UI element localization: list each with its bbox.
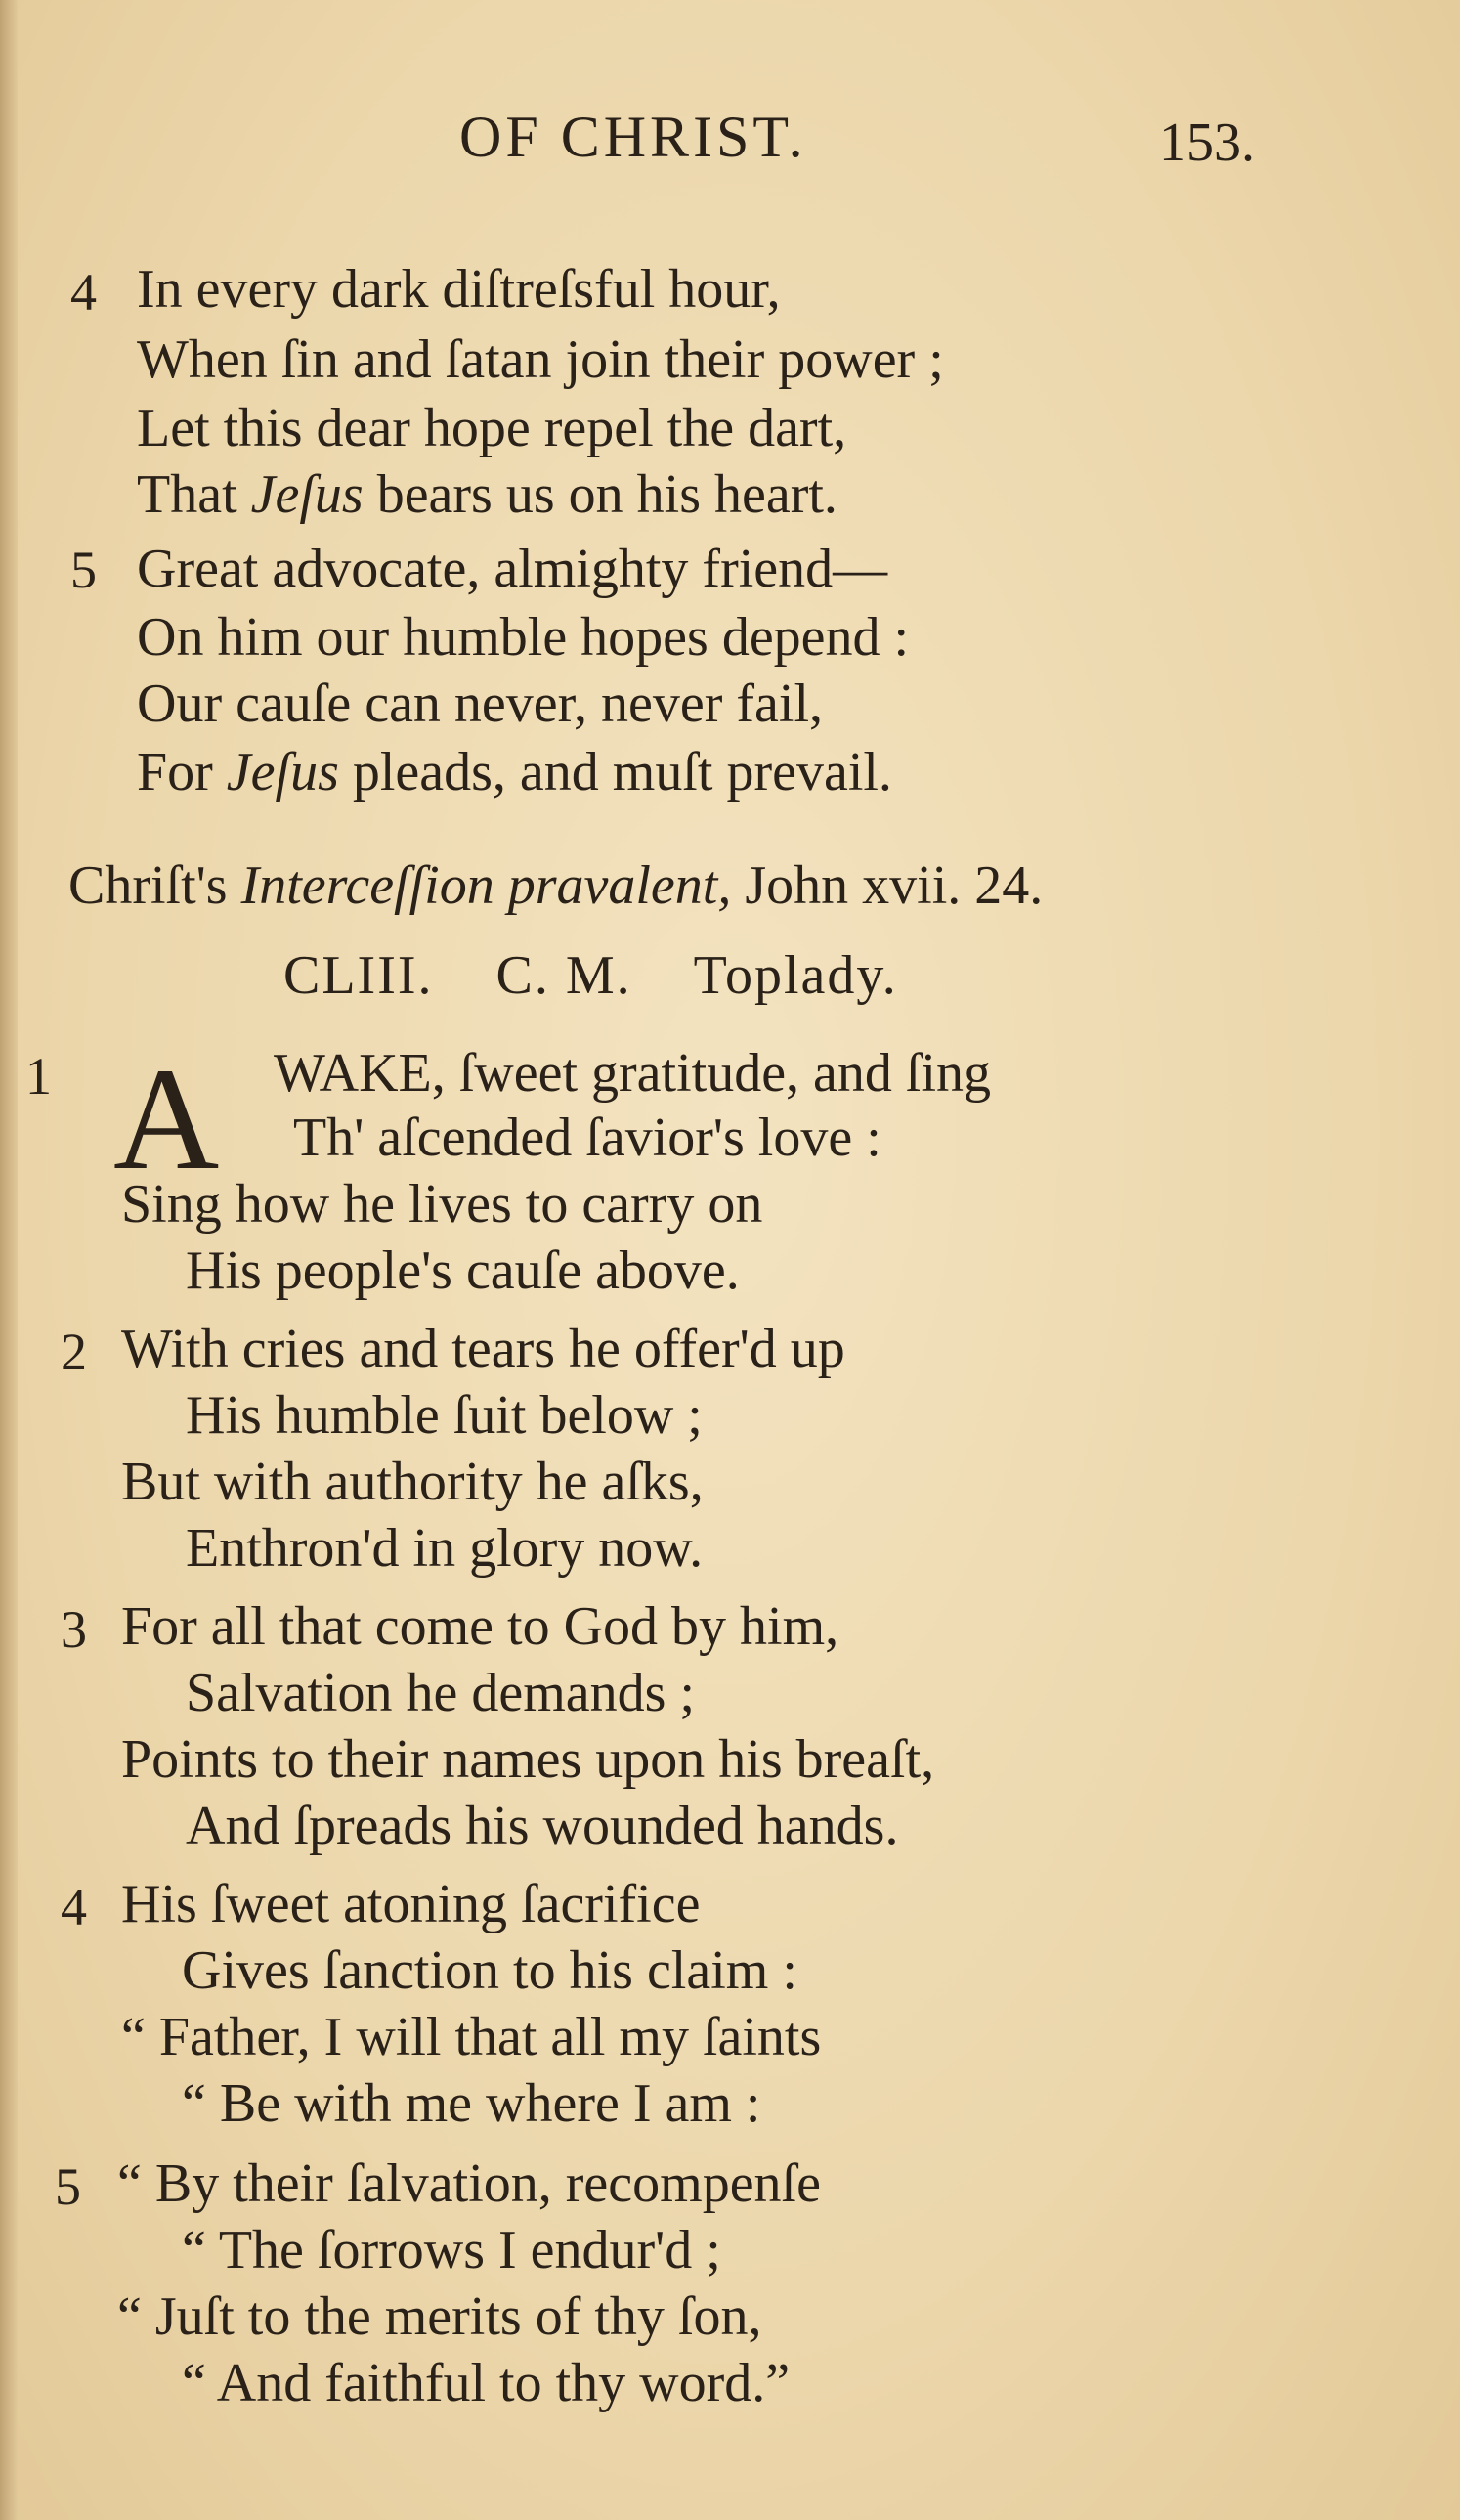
verse-line: “ Be with me where I am : xyxy=(182,2073,761,2134)
italic-name: Jeſus xyxy=(250,464,364,525)
hymn-heading xyxy=(283,945,898,1006)
hymn-author: Toplady. xyxy=(693,945,898,1006)
verse-line: And ſpreads his wounded hands. xyxy=(186,1796,899,1856)
verse-line: “ Father, I will that all my ſaints xyxy=(121,2007,822,2067)
verse-line: Salvation he demands ; xyxy=(186,1663,696,1723)
verse-line: “ Juſt to the merits of thy ſon, xyxy=(117,2286,762,2347)
hymn-number: CLIII. xyxy=(283,945,434,1006)
hymn-scripture-ref: John xvii. 24. xyxy=(731,855,1044,916)
verse-line: With cries and tears he offer'd up xyxy=(121,1319,845,1379)
verse-line: Let this dear hope repel the dart, xyxy=(137,398,847,458)
verse-line: Enthron'd in glory now. xyxy=(186,1518,704,1579)
verse-line: On him our humble hopes depend : xyxy=(137,607,910,668)
hymn-title-italic: Interceſſion pravalent, xyxy=(240,855,732,916)
page-number: 153. xyxy=(1159,112,1255,173)
verse-line: Points to their names upon his breaſt, xyxy=(121,1729,935,1790)
verse-line: Great advocate, almighty friend— xyxy=(137,539,888,599)
hymn-title-prefix: Chriſt's xyxy=(68,855,241,916)
verse-line: His people's cauſe above. xyxy=(186,1240,740,1301)
stanza-number: 5 xyxy=(55,2157,81,2216)
verse-line: For all that come to God by him, xyxy=(121,1596,839,1657)
stanza-number: 4 xyxy=(70,263,97,322)
italic-name: Jeſus xyxy=(226,742,339,803)
verse-line: “ And faithful to thy word.” xyxy=(182,2353,791,2413)
stanza-number: 5 xyxy=(70,541,97,599)
verse-line: “ The ſorrows I endur'd ; xyxy=(182,2220,721,2281)
verse-line: His humble ſuit below ; xyxy=(186,1385,703,1446)
stanza-number: 1 xyxy=(25,1047,52,1106)
verse-line: “ By their ſalvation, recompenſe xyxy=(117,2153,821,2214)
stanza-number: 4 xyxy=(61,1878,87,1936)
hymn-title xyxy=(68,855,1044,916)
verse-line: WAKE, ſweet gratitude, and ſing xyxy=(274,1043,992,1104)
verse-line: For Jeſus pleads, and muſt prevail. xyxy=(137,742,892,803)
verse-line: When ſin and ſatan join their power ; xyxy=(137,329,944,390)
verse-line: In every dark diſtreſsful hour, xyxy=(137,259,781,320)
stanza-number: 3 xyxy=(61,1600,87,1659)
verse-line: Th' aſcended ſavior's love : xyxy=(293,1108,881,1168)
verse-line: That Jeſus bears us on his heart. xyxy=(137,464,837,525)
verse-line: His ſweet atoning ſacrifice xyxy=(121,1874,701,1934)
verse-line: But with authority he aſks, xyxy=(121,1452,704,1512)
running-head: OF CHRIST. xyxy=(459,105,807,169)
verse-line: Sing how he lives to carry on xyxy=(121,1174,763,1235)
verse-line: Gives ſanction to his claim : xyxy=(182,1940,797,2001)
drop-cap: A xyxy=(113,1038,220,1200)
verse-line: Our cauſe can never, never fail, xyxy=(137,673,824,734)
hymn-meter: C. M. xyxy=(495,945,632,1006)
stanza-number: 2 xyxy=(61,1323,87,1381)
